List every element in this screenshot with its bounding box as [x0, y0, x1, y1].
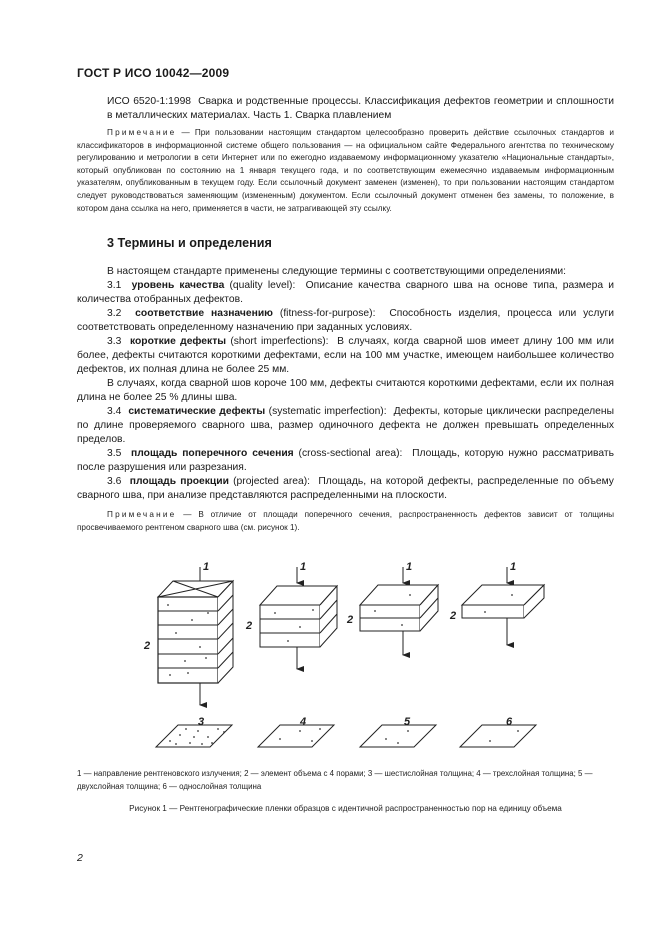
term-english: (systematic imperfection):	[268, 406, 387, 417]
term-definition: Площадь, которую нужно рассматривать после разрушения или разрезания.	[77, 448, 614, 474]
term-3-5	[77, 447, 614, 475]
document-header: ГОСТ Р ИСО 10042—2009	[77, 66, 230, 80]
label-element-b: 2	[246, 620, 253, 632]
term-english: (short imperfections):	[230, 336, 329, 347]
label-film-6: 6	[506, 716, 513, 728]
label-element-d: 2	[450, 610, 457, 622]
label-film-4: 4	[300, 716, 307, 728]
term-english: (quality level):	[229, 280, 296, 291]
term-english: (fitness-for-purpose):	[279, 308, 376, 319]
label-element-a: 2	[144, 640, 151, 652]
normative-reference	[107, 95, 614, 123]
label-arrow-d: 1	[510, 561, 517, 573]
term-3-1	[77, 279, 614, 307]
note-2	[77, 509, 614, 534]
term-number: 3.3	[107, 336, 122, 347]
term-3-2	[77, 307, 614, 335]
section-title: 3 Термины и определения	[107, 236, 272, 250]
label-arrow-a: 1	[203, 561, 210, 573]
term-definition: В случаях, когда сварной шов имеет длину 100 мм или более, дефекты считаются короткими дефектами, если на 100 мм участке, имеющем наибольшее количество дефектов, их полная длина не более 25 мм.	[77, 336, 614, 376]
term-name: площадь поперечного сечения	[131, 448, 294, 459]
film-three-layer	[258, 725, 334, 747]
one-layer-block	[462, 567, 544, 645]
term-name: систематические дефекты	[128, 406, 266, 417]
figure-caption: Рисунок 1 — Рентгенографические пленки образцов с идентичной распространенностью пор на единицу объема	[129, 804, 562, 813]
term-number: 3.6	[107, 476, 122, 487]
term-definition: Описание качества сварного шва на основе типа, размера и количества отобранных дефектов.	[77, 280, 614, 306]
term-name: уровень качества	[131, 280, 225, 291]
term-3-3	[77, 335, 614, 377]
three-layer-block	[260, 567, 337, 669]
term-3-6	[77, 475, 614, 503]
term-name: короткие дефекты	[129, 336, 227, 347]
term-definition: Дефекты, которые циклически распределены по длине проверяемого сварного шва, размер одиночного дефекта не должен превышать определенных пределов.	[77, 406, 615, 446]
page-number: 2	[77, 852, 83, 864]
note-1	[77, 127, 614, 215]
figure-1-illustration	[140, 555, 560, 765]
label-arrow-b: 1	[300, 561, 307, 573]
term-name: соответствие назначению	[135, 308, 273, 319]
label-element-c: 2	[347, 614, 354, 626]
term-number: 3.1	[107, 280, 122, 291]
term-english: (projected area):	[233, 476, 310, 487]
two-layer-block	[360, 567, 438, 655]
label-arrow-c: 1	[406, 561, 413, 573]
note-2-label: Примечание	[107, 510, 177, 519]
reference-title: Сварка и родственные процессы. Классификация дефектов геометрии и сплошности в металлических материалах. Часть 1. Сварка плавлением	[107, 96, 614, 122]
term-name: площадь проекции	[129, 476, 229, 487]
section-intro: В настоящем стандарте применены следующие термины с соответствующими определениями:	[107, 266, 567, 277]
note-1-text: — При пользовании настоящим стандартом целесообразно проверить действие ссылочных стандартов и классификаторов в информационной системе общего пользования — на официальном сайте Федерального агентства по техническому регулированию и метрологии в сети Интернет или по ежегодно издаваемому информационному указателю «Национальные стандарты», который опубликован по состоянию на 1 января текущего года, и по соответствующим ежемесячно издаваемым информационным указателям, опубликованным в текущем году. Если ссылочный документ заменен (изменен), то при пользовании настоящим стандартом следует руководствоваться заменяющим (измененным) документом. Если ссылочный документ отменен без замены, то положение, в котором дана ссылка на него, применяется в части, не затрагивающей эту ссылку.	[77, 128, 614, 213]
reference-code: ИСО 6520-1:1998	[107, 96, 192, 107]
label-film-5: 5	[404, 716, 411, 728]
term-english: (cross-sectional area):	[298, 448, 403, 459]
film-one-layer	[460, 725, 536, 747]
term-number: 3.4	[107, 406, 122, 417]
term-number: 3.2	[107, 308, 122, 319]
note-1-label: Примечание	[107, 128, 177, 137]
term-3-4	[77, 405, 614, 447]
term-number: 3.5	[107, 448, 122, 459]
term-definition: Способность изделия, процесса или услуги соответствовать определенному назначению при заданных условиях.	[77, 308, 614, 334]
note-2-text: — В отличие от площади поперечного сечения, распространенность дефектов зависит от толщины просвечиваемого рентгеном сварного шва (см. рисунок 1).	[77, 510, 615, 532]
figure-legend: 1 — направление рентгеновского излучения; 2 — элемент объема с 4 порами; 3 — шестислойная толщина; 4 — трехслойная толщина; 5 — двухслойная толщина; 6 — однослойная толщина	[77, 769, 593, 791]
six-layer-block	[158, 567, 233, 705]
label-film-3: 3	[198, 716, 205, 728]
term-3-3-extra: В случаях, когда сварной шов короче 100 мм, дефекты считаются короткими дефектами, если их полная длина не более 25 % длины шва.	[77, 378, 614, 404]
term-definition: Площадь, на которой дефекты, распределенные по объему сварного шва, при анализе представляются распределенными на плоскости.	[77, 476, 614, 502]
film-six-layer	[156, 725, 232, 747]
